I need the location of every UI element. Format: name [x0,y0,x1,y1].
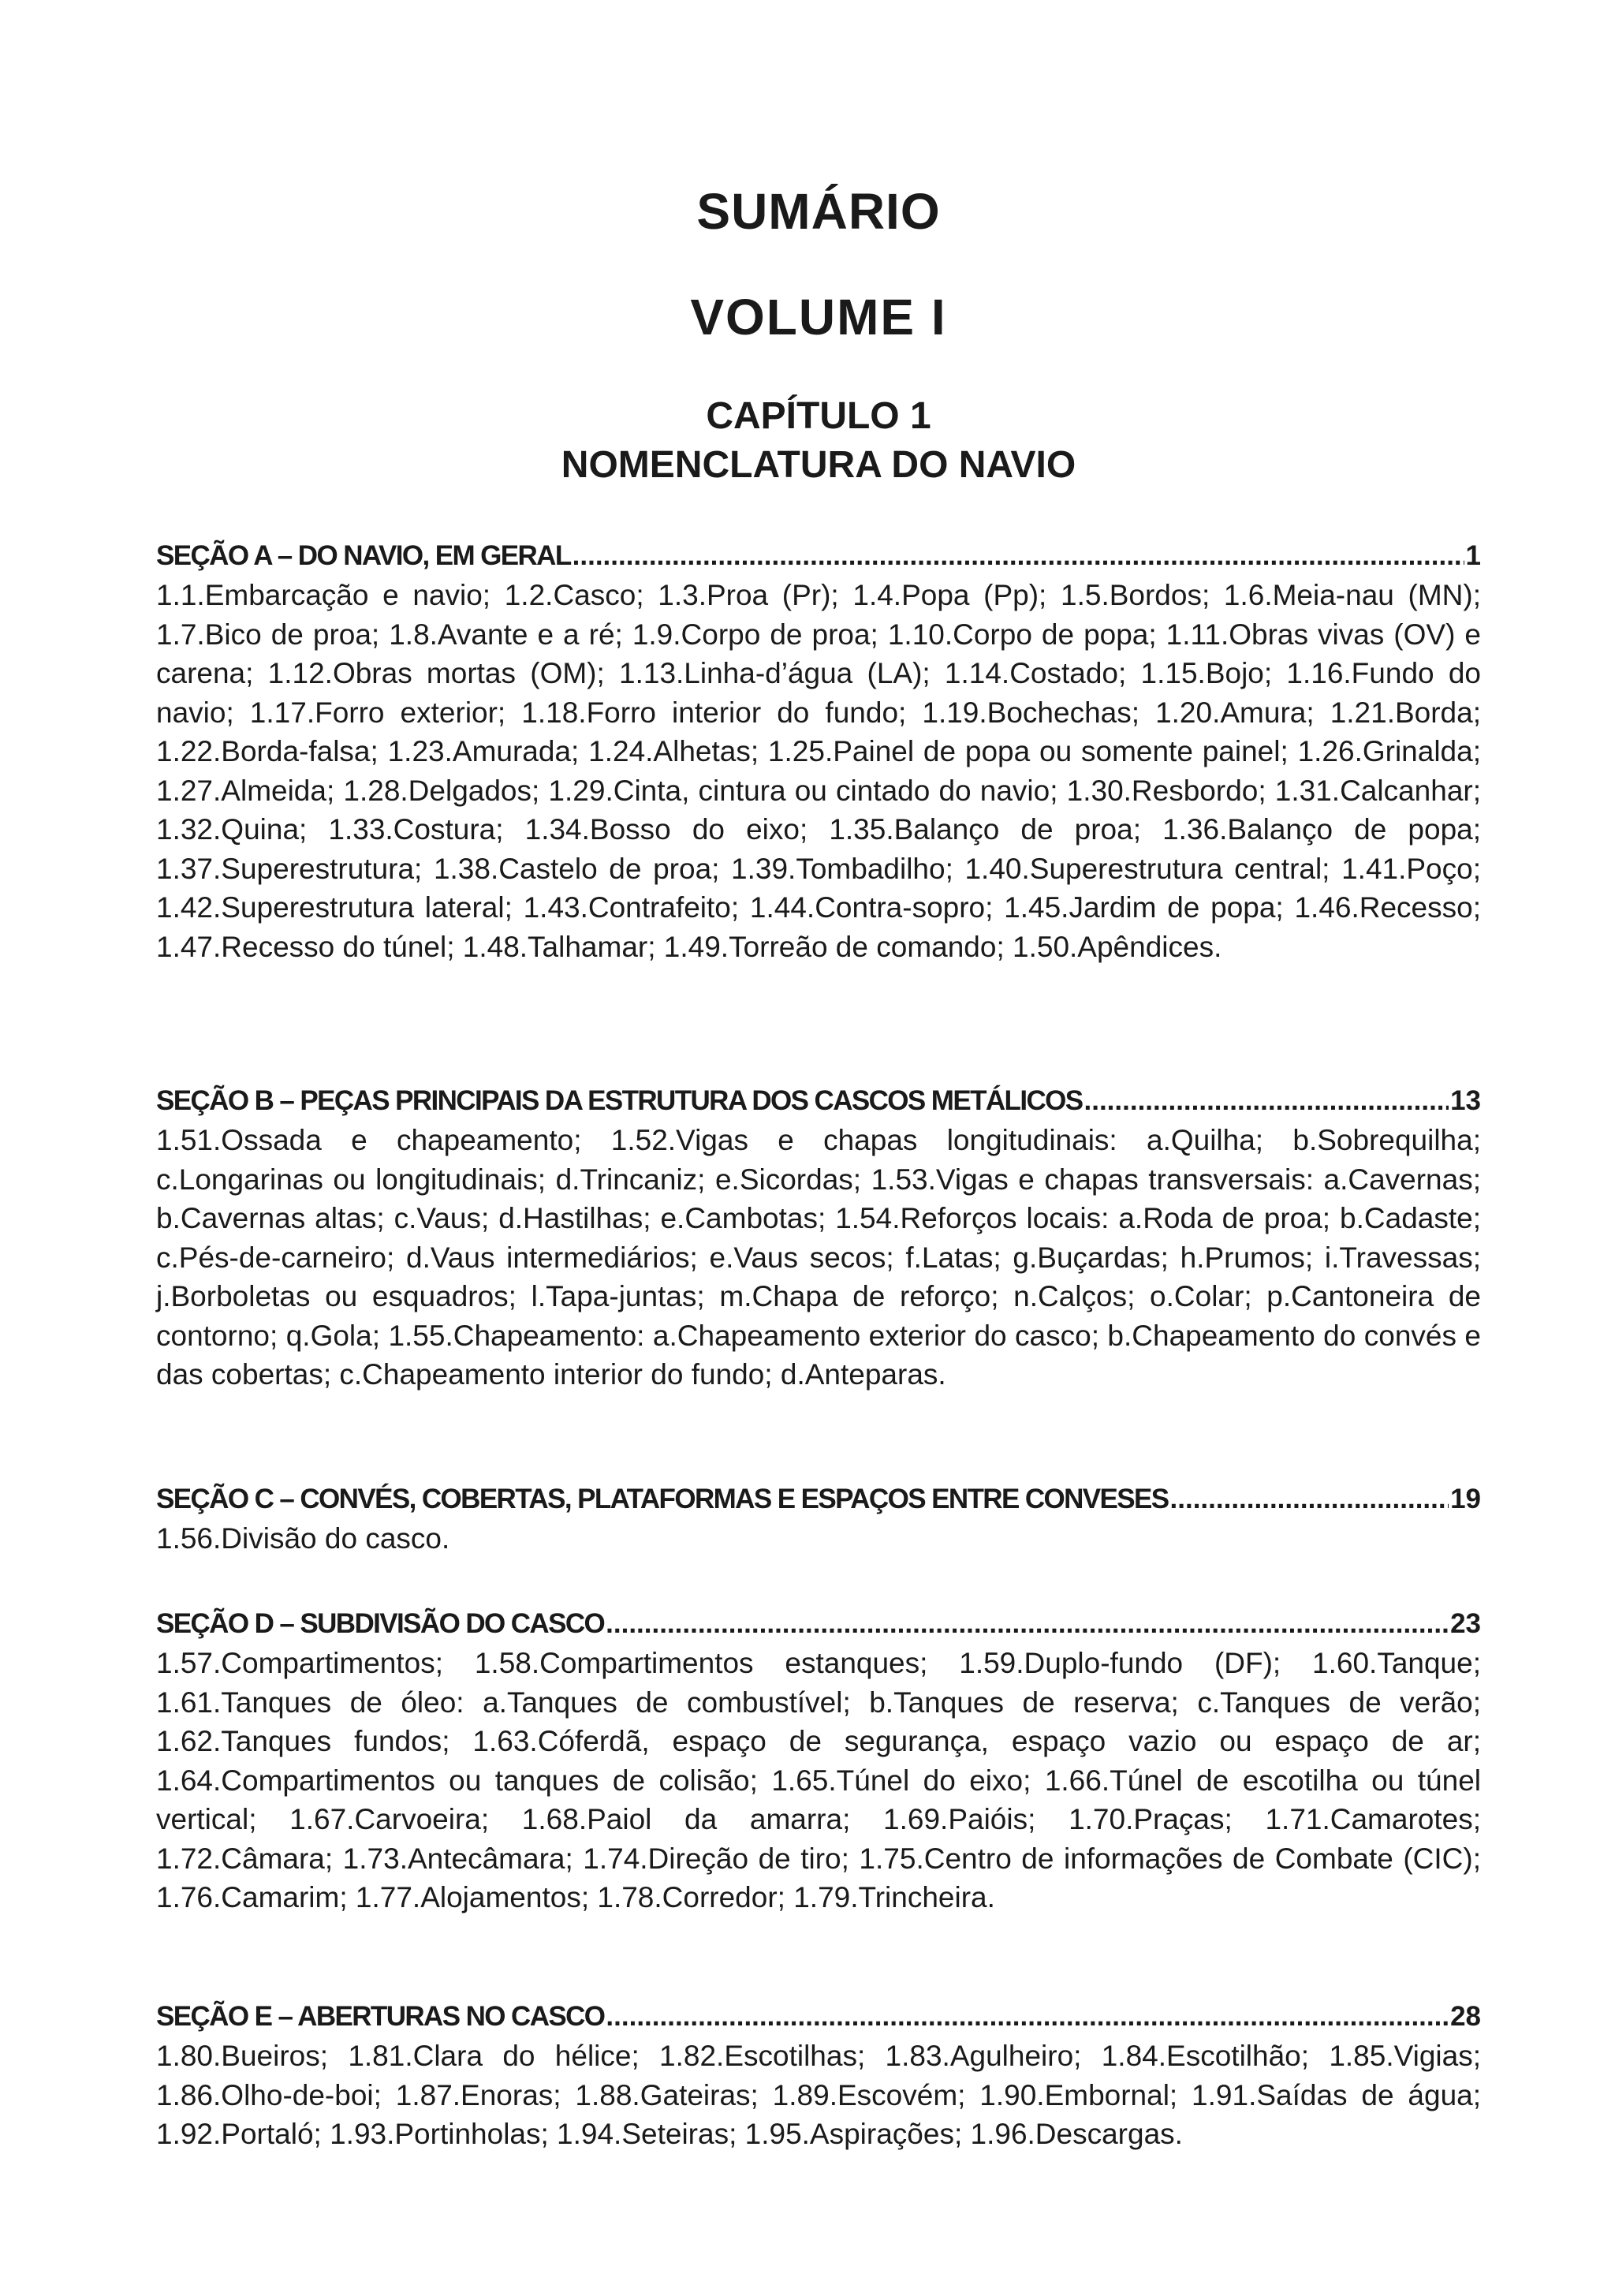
section-body: 1.57.Compartimentos; 1.58.Compartimentos estanques; 1.59.Duplo-fundo (DF); 1.60.Tanque; 1.61.Tanques de óleo: a.Tanques de combustível; b.Tanques de reserva; c.Tanques de verão; 1.62.Tanques fundos; 1.63.Cóferdã, espaço de segurança, espaço vazio ou espaço de ar; 1.64.Compartimentos ou tanques de colisão; 1.65.Túnel do eixo; 1.66.Túnel de escotilha ou túnel vertical; 1.67.Carvoeira; 1.68.Paiol da amarra; 1.69.Paióis; 1.70.Praças; 1.71.Camarotes; 1.72.Câmara; 1.73.Antecâmara; 1.74.Direção de tiro; 1.75.Centro de informações de Combate (CIC); 1.76.Camarim; 1.77.Alojamentos; 1.78.Corredor; 1.79.Trincheira. [156,1647,1481,1913]
section-d [156,1604,1481,1917]
volume-title: VOLUME I [690,289,947,345]
summary-title: SUMÁRIO [696,183,941,240]
section-title: SEÇÃO A – DO NAVIO, EM GERAL [156,540,571,571]
toc-entry [156,1997,1481,2037]
section-a [156,536,1481,966]
chapter-label: CAPÍTULO 1 [706,395,931,437]
page-number: 13 [1450,1085,1481,1116]
toc-entry [156,536,1481,576]
section-title: SEÇÃO D – SUBDIVISÃO DO CASCO [156,1608,605,1639]
section-body: 1.51.Ossada e chapeamento; 1.52.Vigas e chapas longitudinais: a.Quilha; b.Sobrequilha; c.Longarinas ou longitudinais; d.Trincaniz; e.Sicordas; 1.53.Vigas e chapas transversais: a.Cavernas; b.Cavernas altas; c.Vaus; d.Hastilhas; e.Cambotas; 1.54.Reforços locais: a.Roda de proa; b.Cadaste; c.Pés-de-carneiro; d.Vaus intermediários; e.Vaus secos; f.Latas; g.Buçardas; h.Prumos; i.Travessas; j.Borboletas ou esquadros; l.Tapa-juntas; m.Chapa de reforço; n.Calços; o.Colar; p.Cantoneira de contorno; q.Gola; 1.55.Chapeamento: a.Chapeamento exterior do casco; b.Chapeamento do convés e das cobertas; c.Chapeamento interior do fundo; d.Anteparas. [156,1124,1481,1391]
dot-leader [1170,1480,1449,1519]
dot-leader [573,536,1464,576]
toc-entry [156,1480,1481,1519]
section-body: 1.1.Embarcação e navio; 1.2.Casco; 1.3.Proa (Pr); 1.4.Popa (Pp); 1.5.Bordos; 1.6.Meia-nau (MN); 1.7.Bico de proa; 1.8.Avante e a ré; 1.9.Corpo de proa; 1.10.Corpo de popa; 1.11.Obras vivas (OV) e carena; 1.12.Obras mortas (OM); 1.13.Linha-d’água (LA); 1.14.Costado; 1.15.Bojo; 1.16.Fundo do navio; 1.17.Forro exterior; 1.18.Forro interior do fundo; 1.19.Bochechas; 1.20.Amura; 1.21.Borda; 1.22.Borda-falsa; 1.23.Amurada; 1.24.Alhetas; 1.25.Painel de popa ou somente painel; 1.26.Grinalda; 1.27.Almeida; 1.28.Delgados; 1.29.Cinta, cintura ou cintado do navio; 1.30.Resbordo; 1.31.Calcanhar; 1.32.Quina; 1.33.Costura; 1.34.Bosso do eixo; 1.35.Balanço de proa; 1.36.Balanço de popa; 1.37.Superestrutura; 1.38.Castelo de proa; 1.39.Tombadilho; 1.40.Superestrutura central; 1.41.Poço; 1.42.Superestrutura lateral; 1.43.Contrafeito; 1.44.Contra-sopro; 1.45.Jardim de popa; 1.46.Recesso; 1.47.Recesso do túnel; 1.48.Talhamar; 1.49.Torreão de comando; 1.50.Apêndices. [156,579,1481,963]
document-page [156,0,1481,2296]
section-c [156,1480,1481,1559]
dot-leader [1084,1081,1449,1121]
page-number: 23 [1450,1608,1481,1639]
section-body: 1.56.Divisão do casco. [156,1522,450,1555]
dot-leader [606,1997,1449,2037]
section-body: 1.80.Bueiros; 1.81.Clara do hélice; 1.82.Escotilhas; 1.83.Agulheiro; 1.84.Escotilhão; 1.85.Vigias; 1.86.Olho-de-boi; 1.87.Enoras; 1.88.Gateiras; 1.89.Escovém; 1.90.Embornal; 1.91.Saídas de água; 1.92.Portaló; 1.93.Portinholas; 1.94.Seteiras; 1.95.Aspirações; 1.96.Descargas. [156,2040,1481,2150]
toc-entry [156,1604,1481,1644]
page-number: 19 [1450,1484,1481,1514]
toc-entry [156,1081,1481,1121]
section-title: SEÇÃO C – CONVÉS, COBERTAS, PLATAFORMAS E ESPAÇOS ENTRE CONVESES [156,1484,1169,1514]
section-b [156,1081,1481,1394]
section-e [156,1997,1481,2154]
section-title: SEÇÃO E – ABERTURAS NO CASCO [156,2001,605,2032]
dot-leader [606,1604,1449,1644]
section-title: SEÇÃO B – PEÇAS PRINCIPAIS DA ESTRUTURA DOS CASCOS METÁLICOS [156,1085,1083,1116]
chapter-name: NOMENCLATURA DO NAVIO [561,444,1076,486]
page-number: 28 [1450,2001,1481,2032]
page-number: 1 [1465,540,1481,571]
